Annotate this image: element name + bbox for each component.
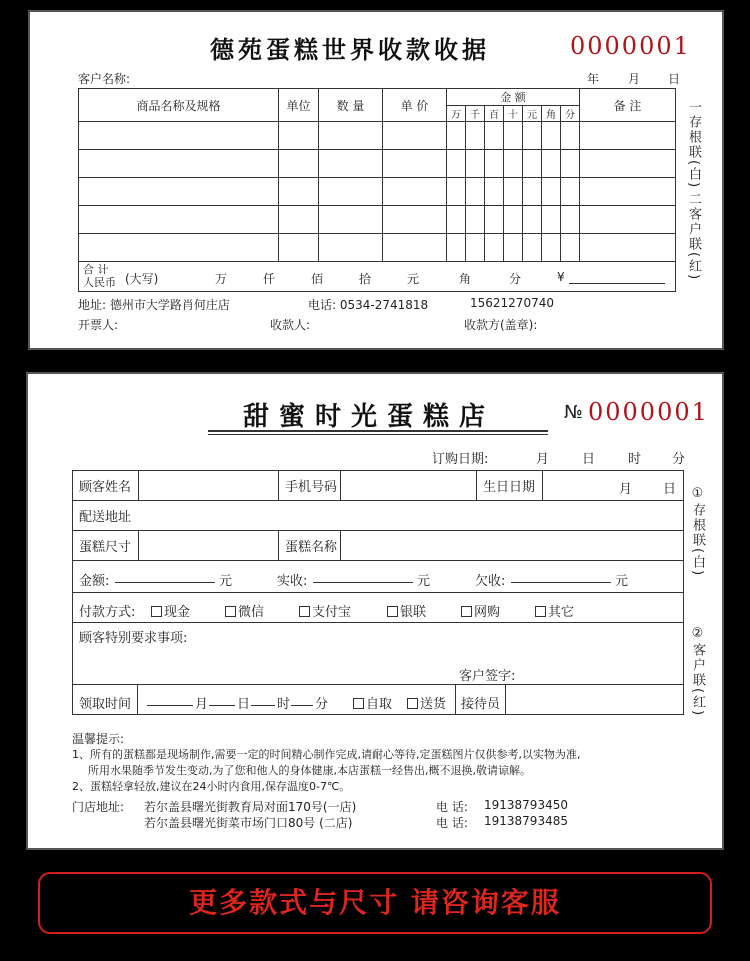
digit-jiao: 角 xyxy=(542,106,561,122)
receptionist-label: 接待员 xyxy=(461,697,501,712)
checkbox-icon[interactable] xyxy=(151,606,162,617)
paid-label: 实收: xyxy=(277,574,308,589)
number-symbol: № xyxy=(564,402,583,423)
checkbox-icon[interactable] xyxy=(407,698,418,709)
receipt-2 xyxy=(26,372,724,850)
order-minute: 分 xyxy=(672,452,686,467)
side-label-stub: 一存根联(白) xyxy=(686,100,701,190)
date-year-label: 年 xyxy=(587,72,600,86)
date-month-label: 月 xyxy=(628,72,641,86)
title-underline-thin xyxy=(208,434,548,435)
birthday-field[interactable] xyxy=(543,471,684,501)
receipt-1-number: 0000001 xyxy=(570,32,691,60)
phone-label-1: 电 话: xyxy=(436,800,468,814)
total-unit-qian: 仟 xyxy=(263,272,276,286)
digit-fen: 分 xyxy=(561,106,580,122)
delivery-address-field[interactable] xyxy=(73,501,684,531)
amount-yuan: 元 xyxy=(219,574,233,589)
cake-name-field[interactable] xyxy=(341,531,684,561)
cake-size-label: 蛋糕尺寸 xyxy=(73,531,139,561)
rmb-label: 人民币 xyxy=(83,276,116,289)
order-month: 月 xyxy=(536,452,550,467)
total-unit-fen: 分 xyxy=(509,272,522,286)
delivery-option[interactable]: 送货 xyxy=(407,693,446,712)
amount-label: 金额: xyxy=(79,574,110,589)
order-hour: 时 xyxy=(628,452,642,467)
pickup-month-field[interactable] xyxy=(147,693,193,706)
table-row xyxy=(79,206,676,234)
payment-option-cash[interactable]: 现金 xyxy=(151,601,190,620)
total-unit-yuan: 元 xyxy=(407,272,420,286)
table-row xyxy=(79,234,676,262)
header-price: 单 价 xyxy=(383,89,447,122)
self-pickup-option[interactable]: 自取 xyxy=(353,693,392,712)
order-day: 日 xyxy=(582,452,596,467)
mobile: 15621270740 xyxy=(470,296,554,310)
order-form-table xyxy=(72,470,684,715)
owed-yuan: 元 xyxy=(615,574,629,589)
birthday-month: 月 xyxy=(619,482,633,497)
tip-1-line-1: 1、所有的蛋糕都是现场制作,需要一定的时间精心制作完成,请耐心等待,定蛋糕图片仅供参考,以实物为准, xyxy=(72,748,581,761)
order-date-label: 订购日期: xyxy=(432,452,489,467)
customer-name-field[interactable] xyxy=(139,471,279,501)
store-address-label: 门店地址: xyxy=(72,800,125,814)
total-unit-wan: 万 xyxy=(215,272,228,286)
yen-amount-line xyxy=(569,283,665,284)
store-2-phone: 19138793485 xyxy=(484,814,568,828)
digit-yuan: 元 xyxy=(523,106,542,122)
receipt-1-title: 德苑蛋糕世界收款收据 xyxy=(210,35,490,64)
receptionist-divider xyxy=(455,685,456,715)
cake-name-label: 蛋糕名称 xyxy=(279,531,341,561)
total-unit-bai: 佰 xyxy=(311,272,324,286)
side-label-stub: ①存根联(白) xyxy=(690,486,705,578)
checkbox-icon[interactable] xyxy=(461,606,472,617)
payee-label: 收款人: xyxy=(270,318,311,332)
side-label-customer: ②客户联(红) xyxy=(690,626,705,718)
total-unit-jiao: 角 xyxy=(459,272,472,286)
tip-2: 2、蛋糕轻拿轻放,建议在24小时内食用,保存温度0-7℃。 xyxy=(72,780,351,793)
payer-stamp-label: 收款方(盖章): xyxy=(464,318,538,332)
total-caps-label: (大写) xyxy=(125,272,159,286)
pickup-day-field[interactable] xyxy=(209,693,235,706)
special-requests-field[interactable] xyxy=(73,623,684,685)
receipt-2-number: 0000001 xyxy=(588,398,709,426)
store-2-address: 若尔盖县曙光街菜市场门口80号 (二店) xyxy=(144,816,353,830)
receipt-1-table xyxy=(78,88,676,292)
phone: 电话: 0534-2741818 xyxy=(308,298,429,312)
paid-field[interactable] xyxy=(313,570,413,583)
table-row xyxy=(79,122,676,150)
tips-title: 温馨提示: xyxy=(72,732,125,746)
checkbox-icon[interactable] xyxy=(535,606,546,617)
checkbox-icon[interactable] xyxy=(299,606,310,617)
cake-size-field[interactable] xyxy=(139,531,279,561)
header-remark: 备 注 xyxy=(580,89,676,122)
table-row xyxy=(79,150,676,178)
digit-bai: 百 xyxy=(485,106,504,122)
phone-label-2: 电 话: xyxy=(436,816,468,830)
total-row xyxy=(79,262,676,292)
tip-1-line-2: 所用水果随季节发生变动,为了您和他人的身体健康,本店蛋糕一经售出,概不退换,敬请谅解。 xyxy=(88,764,531,777)
header-amount: 金 额 xyxy=(447,89,580,106)
title-underline xyxy=(208,430,548,432)
address: 地址: 德州市大学路肖何庄店 xyxy=(78,298,230,312)
delivery-address-label: 配送地址 xyxy=(79,510,132,525)
yen-symbol: ¥ xyxy=(557,270,565,284)
receptionist-field-divider xyxy=(505,685,506,715)
receipt-2-title: 甜蜜时光蛋糕店 xyxy=(243,402,496,432)
paid-yuan: 元 xyxy=(417,574,431,589)
customer-name-label: 客户名称: xyxy=(78,72,131,86)
payment-option-online[interactable]: 网购 xyxy=(461,601,500,620)
pickup-minute-field[interactable] xyxy=(291,693,313,706)
birthday-day: 日 xyxy=(663,482,677,497)
pickup-hour-field[interactable] xyxy=(251,693,275,706)
store-1-address: 若尔盖县曙光街教育局对面170号(一店) xyxy=(144,800,357,814)
pickup-day: 日 xyxy=(237,697,251,712)
side-label-customer: 二客户联(红) xyxy=(686,192,701,282)
pickup-time-label: 领取时间 xyxy=(79,697,132,712)
header-unit: 单位 xyxy=(279,89,319,122)
customer-signature-label: 客户签字: xyxy=(459,669,516,684)
phone-field[interactable] xyxy=(341,471,477,501)
pickup-month: 月 xyxy=(195,697,209,712)
digit-shi: 十 xyxy=(504,106,523,122)
total-unit-shi: 拾 xyxy=(359,272,372,286)
amount-row xyxy=(73,561,684,593)
owed-label: 欠收: xyxy=(475,574,506,589)
pickup-row xyxy=(73,685,684,715)
digit-qian: 千 xyxy=(466,106,485,122)
checkbox-icon[interactable] xyxy=(387,606,398,617)
special-requests-label: 顾客特别要求事项: xyxy=(79,631,188,646)
total-label: 合 计 xyxy=(83,263,109,276)
table-row xyxy=(79,178,676,206)
store-1-phone: 19138793450 xyxy=(484,798,568,812)
phone-label: 手机号码 xyxy=(279,471,341,501)
pickup-hour: 时 xyxy=(277,697,291,712)
checkbox-icon[interactable] xyxy=(225,606,236,617)
payment-method-row xyxy=(73,593,684,623)
digit-wan: 万 xyxy=(447,106,466,122)
payment-option-other[interactable]: 其它 xyxy=(535,601,574,620)
payment-option-wechat[interactable]: 微信 xyxy=(225,601,264,620)
banner-text: 更多款式与尺寸 请咨询客服 xyxy=(189,886,561,919)
payment-option-unionpay[interactable]: 银联 xyxy=(387,601,426,620)
birthday-label: 生日日期 xyxy=(477,471,543,501)
payment-option-alipay[interactable]: 支付宝 xyxy=(299,601,351,620)
amount-field[interactable] xyxy=(115,570,215,583)
consult-banner xyxy=(38,872,712,934)
date-day-label: 日 xyxy=(668,72,681,86)
header-qty: 数 量 xyxy=(319,89,383,122)
customer-name-label: 顾客姓名 xyxy=(73,471,139,501)
header-product: 商品名称及规格 xyxy=(79,89,279,122)
receipt-1 xyxy=(28,10,724,350)
issuer-label: 开票人: xyxy=(78,318,119,332)
owed-field[interactable] xyxy=(511,570,611,583)
pickup-minute: 分 xyxy=(315,697,329,712)
pickup-divider xyxy=(137,685,138,715)
checkbox-icon[interactable] xyxy=(353,698,364,709)
payment-method-label: 付款方式: xyxy=(79,605,136,620)
